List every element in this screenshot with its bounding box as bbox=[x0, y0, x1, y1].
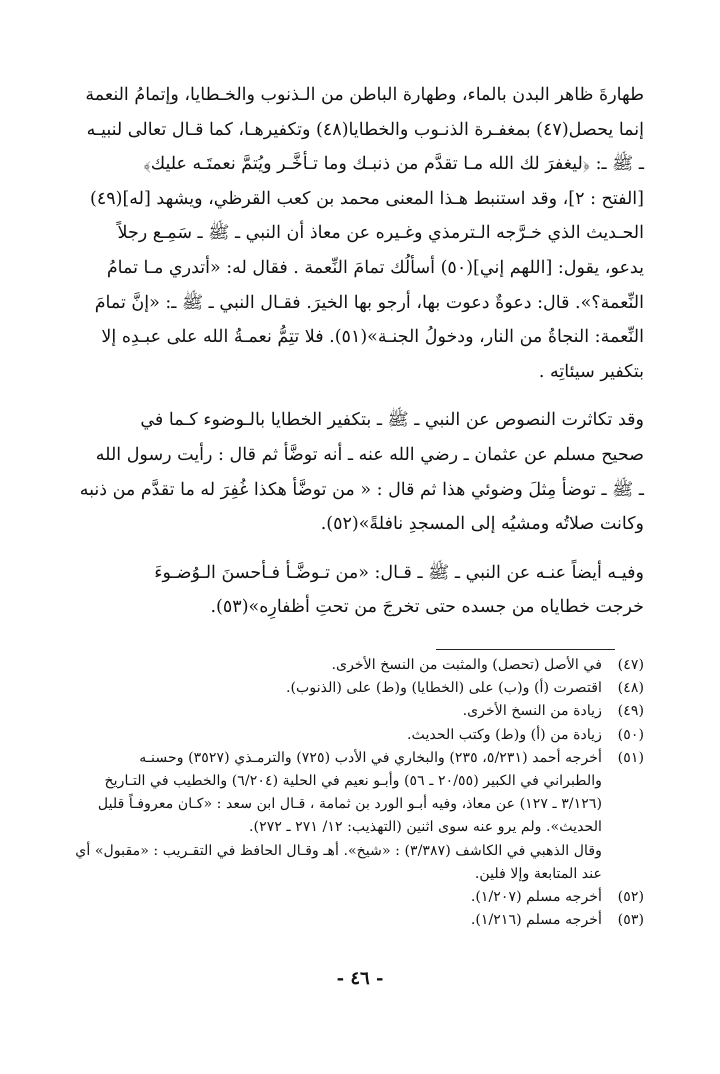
footnote-text: في الأصل (تحصل) والمثبت من النسخ الأخرى. bbox=[331, 657, 602, 673]
footnote bbox=[70, 677, 644, 700]
footnote-number: (٥٢) bbox=[617, 889, 644, 906]
footnote-text: زيادة من (أ) و(ط) وكتب الحديث. bbox=[407, 726, 602, 743]
footnote-number: (٥٠) bbox=[617, 726, 644, 743]
footnote bbox=[70, 724, 644, 747]
main-text bbox=[66, 78, 644, 625]
text-line: خرجت خطاياه من جسده حتى تخرجَ من تحتِ أظفارِه»(٥٣). bbox=[210, 597, 644, 618]
footnote-number: (٤٧) bbox=[617, 657, 644, 673]
footnote-number: (٤٨) bbox=[617, 680, 644, 697]
footnote-line: وقال الذهبي في الكاشف (٣/٣٨٧) : «شيخ». أهـ وقـال الحافظ في التقـريب : «مقبول» أي bbox=[75, 842, 602, 859]
footnote-number: (٥١) bbox=[617, 749, 644, 766]
footnote-line: عند المتابعة وإلا فلين. bbox=[474, 865, 602, 882]
footnote-line: (٣/١٢٦ ـ ١٢٧) عن معاذ، وفيه أبـو الورد بن ثمامة ، قـال ابن سعد : «كـان معروفـاً قليل bbox=[97, 796, 602, 813]
footnote bbox=[70, 654, 644, 677]
text-line: وكانت صلاتُه ومشيُه إلى المسجدِ نافلةً»(٥٢). bbox=[320, 514, 644, 535]
footnote-text: اقتصرت (أ) و(ب) على (الخطايا) و(ط) على (الذنوب). bbox=[285, 680, 602, 697]
footnote bbox=[70, 886, 644, 909]
footnote-line: أخرجه أحمد (٥/٢٣١، ٢٣٥) والبخاري في الأدب (٧٢٥) والترمـذي (٣٥٢٧) وحسنـه bbox=[139, 749, 602, 766]
text-line: طهارةَ ظاهر البدن بالماء، وطهارة الباطن من الـذنوب والخـطايا، وإتمامُ النعمة bbox=[85, 85, 644, 105]
text-line: صحيح مسلم عن عثمان ـ رضي الله عنه ـ أنه توضَّأ ثم قال : رأيت رسول الله bbox=[95, 444, 644, 465]
footnote-line: الحديث». ولم يرو عنه سوى اثنين (التهذيب: ١٢/ ٢٧١ ـ ٢٧٢). bbox=[249, 819, 602, 836]
footnote-text bbox=[70, 747, 602, 886]
footnote-number: (٤٩) bbox=[617, 703, 644, 720]
footnote bbox=[70, 747, 644, 886]
text-line: يدعو، يقول: [اللهم إني](٥٠) أسألُك تمامَ النِّعمة . فقال له: «أتدري مـا تمامُ bbox=[106, 257, 644, 278]
text-line: وفيـه أيضاً عنـه عن النبي ـ ﷺ ـ قـال: «من تـوضَّـأ فـأحسنَ الـوُضـوءَ bbox=[154, 562, 644, 583]
paragraph bbox=[66, 556, 644, 625]
footnote bbox=[70, 909, 644, 932]
footnotes bbox=[70, 654, 644, 932]
footnote-line: والطبراني في الكبير (٢٠/٥٥ ـ ٥٦) وأبـو نعيم في الحلية (٦/٢٠٤) والخطيب في التـاريخ bbox=[104, 773, 602, 790]
footnote bbox=[70, 700, 644, 723]
text-line: [الفتح : ٢]، وقد استنبط هـذا المعنى محمد بن كعب القرظي، ويشهد [له](٤٩) bbox=[89, 188, 644, 209]
paragraph bbox=[66, 403, 644, 541]
footnote-number: (٥٣) bbox=[617, 912, 644, 929]
text-line: إنما يحصل(٤٧) بمغفـرة الذنـوب والخطايا(٤٨) وتكفيرهـا، كما قـال تعالى لنبيـه bbox=[86, 119, 644, 140]
text-line: النِّعمة: النجاةُ من النار، ودخولُ الجنـة»(٥١). فلا تتِمُّ نعمـةُ الله على عبـدِه إلا bbox=[101, 327, 644, 348]
page-number: - ٤٦ - bbox=[336, 968, 384, 989]
text-line: بتكفير سيئاتِه . bbox=[538, 361, 644, 382]
footnote-separator bbox=[436, 649, 615, 650]
footnote-text: أخرجه مسلم (١/٢٠٧). bbox=[470, 889, 602, 906]
footnote-text: أخرجه مسلم (١/٢١٦). bbox=[470, 912, 602, 929]
text-line: وقد تكاثرت النصوص عن النبي ـ ﷺ ـ بتكفير الخطايا بالـوضوء كـما في bbox=[140, 410, 644, 431]
text-line: ـ ﷺ ـ توضأ مِثلَ وضوئي هذا ثم قال : « من توضَّأ هكذا غُفِرَ له ما تقدَّم من ذنبه bbox=[79, 479, 644, 500]
footnote-text: زيادة من النسخ الأخرى. bbox=[462, 703, 602, 720]
text-line: ـ ﷺ ـ: ﴿ليغفرَ لك الله مـا تقدَّم من ذنبـك وما تـأخَّـر ويُتمَّ نعمتَـه عليك﴾ bbox=[143, 154, 644, 175]
text-line: الحـديث الذي خـرَّجه الـترمذي وغـيره عن معاذ أن النبي ـ ﷺ ـ سَمِـع رجلاً bbox=[117, 223, 644, 244]
text-line: النِّعمة؟». قال: دعوةٌ دعوت بها، أرجو بها الخيرَ. فقـال النبي ـ ﷺ ـ: «إنَّ تمامَ bbox=[94, 292, 644, 313]
paragraph bbox=[66, 78, 644, 389]
